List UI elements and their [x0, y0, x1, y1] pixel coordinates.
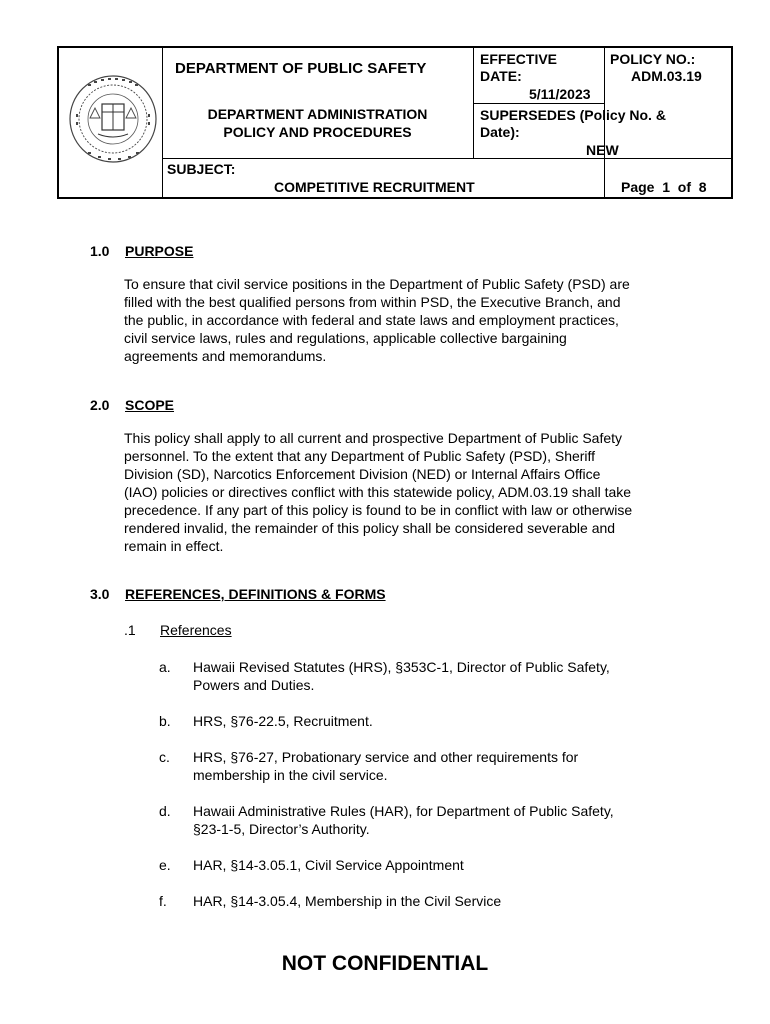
- subject-label: SUBJECT:: [167, 161, 236, 177]
- admin-line-1: DEPARTMENT ADMINISTRATION: [207, 106, 428, 122]
- paragraph-line: To ensure that civil service positions in the Department of Public Safety (PSD) are: [124, 276, 630, 292]
- paragraph-line: filled with the best qualified persons from within PSD, the Executive Branch, and: [124, 294, 621, 310]
- admin-line-2: POLICY AND PROCEDURES: [223, 124, 412, 140]
- reference-text-line: HAR, §14-3.05.1, Civil Service Appointment: [193, 857, 464, 873]
- reference-text-line: HRS, §76-22.5, Recruitment.: [193, 713, 373, 729]
- policy-header-table: [57, 46, 733, 199]
- paragraph-line: the public, in accordance with federal and state laws and employment practices,: [124, 312, 619, 328]
- paragraph-line: This policy shall apply to all current and prospective Department of Public Safety: [124, 430, 623, 446]
- supersedes-label-2: Date):: [480, 124, 520, 140]
- reference-text-line: HRS, §76-27, Probationary service and other requirements for: [193, 749, 579, 765]
- supersedes-label-1: SUPERSEDES (Policy No. &: [480, 107, 666, 123]
- paragraph-line: agreements and memorandums.: [124, 348, 327, 364]
- paragraph-line: personnel. To the extent that any Department of Public Safety (PSD), Sheriff: [124, 448, 596, 464]
- reference-text-line: Hawaii Administrative Rules (HAR), for Department of Public Safety,: [193, 803, 614, 819]
- section-number-purpose: 1.0: [90, 243, 110, 259]
- paragraph-line: (IAO) policies or directives conflict with this statewide policy, ADM.03.19 shall take: [124, 484, 632, 500]
- reference-letter: d.: [159, 803, 171, 819]
- reference-letter: c.: [159, 749, 170, 765]
- reference-text-line: HAR, §14-3.05.4, Membership in the Civil Service: [193, 893, 502, 909]
- subject-title: COMPETITIVE RECRUITMENT: [274, 179, 475, 195]
- page-indicator: Page 1 of 8: [621, 179, 707, 195]
- reference-text-line: Powers and Duties.: [193, 677, 315, 693]
- policy-no-label: POLICY NO.:: [610, 51, 696, 67]
- section-heading-purpose: PURPOSE: [125, 243, 194, 259]
- paragraph-line: rendered invalid, the remainder of this policy shall be considered severable and: [124, 520, 616, 536]
- effective-label-2: DATE:: [480, 68, 522, 84]
- section-heading-scope: SCOPE: [125, 397, 175, 413]
- purpose-paragraph: [124, 275, 630, 365]
- reference-letter: e.: [159, 857, 171, 873]
- department-title: DEPARTMENT OF PUBLIC SAFETY: [175, 60, 427, 77]
- reference-text-line: membership in the civil service.: [193, 767, 388, 783]
- effective-date: 5/11/2023: [529, 86, 591, 102]
- paragraph-line: Division (SD), Narcotics Enforcement Division (NED) or Internal Affairs Office: [124, 466, 601, 482]
- subsection-index: .1: [124, 622, 136, 638]
- confidentiality-footer: NOT CONFIDENTIAL: [281, 952, 489, 975]
- section-heading-references: REFERENCES, DEFINITIONS & FORMS: [125, 586, 386, 602]
- reference-text-line: §23-1-5, Director’s Authority.: [193, 821, 370, 837]
- paragraph-line: precedence. If any part of this policy is found to be in conflict with law or otherwise: [124, 502, 633, 518]
- supersedes-value: NEW: [586, 142, 619, 158]
- effective-label-1: EFFECTIVE: [480, 51, 558, 67]
- section-number-references: 3.0: [90, 586, 110, 602]
- paragraph-line: civil service laws, rules and regulations, applicable collective bargaining: [124, 330, 567, 346]
- reference-letter: f.: [159, 893, 167, 909]
- subsection-heading-references: References: [160, 622, 232, 638]
- reference-text-line: Hawaii Revised Statutes (HRS), §353C-1, Director of Public Safety,: [193, 659, 610, 675]
- reference-letter: b.: [159, 713, 171, 729]
- state-seal-icon: [68, 74, 158, 164]
- section-number-scope: 2.0: [90, 397, 110, 413]
- seal-cell: [59, 48, 163, 197]
- policy-no: ADM.03.19: [631, 68, 702, 84]
- paragraph-line: remain in effect.: [124, 538, 224, 554]
- scope-paragraph: [124, 429, 632, 555]
- reference-letter: a.: [159, 659, 171, 675]
